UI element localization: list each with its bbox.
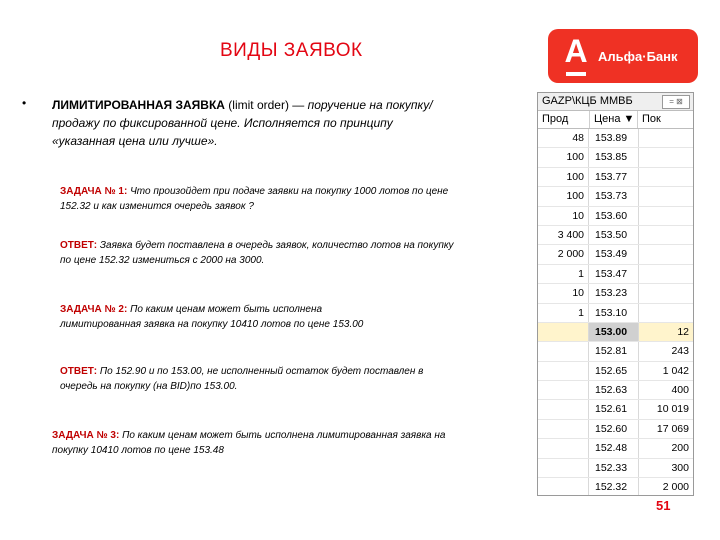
order-book-row[interactable] [538, 129, 693, 148]
logo-text: Альфа·Банк [598, 48, 678, 64]
sell-volume-cell: 10 [538, 284, 589, 302]
order-book-title-bar [538, 93, 693, 111]
order-book-row[interactable] [538, 439, 693, 458]
task-3-text: По каким ценам может быть исполнена лимитированная заявка на покупку 10410 лотов по цене 153.48 [52, 430, 446, 456]
column-header-buy[interactable]: Пок [642, 113, 661, 125]
intro-term: ЛИМИТИРОВАННАЯ ЗАЯВКА [52, 98, 225, 112]
order-book-row[interactable] [538, 148, 693, 167]
sell-volume-cell [538, 342, 589, 360]
sell-volume-cell: 48 [538, 129, 589, 147]
order-book-row[interactable] [538, 207, 693, 226]
buy-volume-cell: 1 042 [662, 364, 689, 377]
buy-volume-cell: 200 [671, 442, 689, 455]
alfa-logo-icon [560, 34, 592, 78]
buy-volume-cell [639, 148, 693, 166]
buy-volume-cell [639, 207, 693, 225]
task-2-label: ЗАДАЧА № 2: [60, 304, 131, 315]
price-cell: 153.77 [589, 168, 639, 186]
buy-volume-cell: 400 [671, 384, 689, 397]
order-book-row[interactable] [538, 381, 693, 400]
order-book-title: GAZP\КЦБ ММВБ [542, 95, 633, 107]
order-book-row[interactable] [538, 284, 693, 303]
price-cell: 153.23 [589, 284, 639, 302]
order-book-row[interactable] [538, 400, 693, 419]
sell-volume-cell: 100 [538, 148, 589, 166]
sell-volume-cell [538, 362, 589, 380]
answer-1-text: Заявка будет поставлена в очередь заявок, количество лотов на покупку по цене 152.32 измениться с 2000 на 3000. [60, 240, 454, 266]
answer-2-text: По 152.90 и по 153.00, не исполненный остаток будет поставлен в очередь на покупку (на BID)по 153.00. [60, 366, 424, 392]
slide-title: ВИДЫ ЗАЯВОК [220, 40, 363, 61]
price-cell: 152.32 [589, 478, 639, 496]
buy-volume-cell: 2 000 [662, 481, 689, 494]
task-1-label: ЗАДАЧА № 1: [60, 186, 131, 197]
task-1-text: Что произойдет при подаче заявки на покупку 1000 лотов по цене 152.32 и как изменится очередь заявок ? [60, 186, 449, 212]
sell-volume-cell [538, 420, 589, 438]
price-cell: 152.63 [589, 381, 639, 399]
order-book-header [538, 111, 693, 129]
order-book-row[interactable] [538, 342, 693, 361]
column-header-price[interactable]: Цена ▼ [590, 111, 638, 128]
price-cell: 153.49 [589, 245, 639, 263]
buy-volume-cell: 300 [671, 461, 689, 474]
price-cell: 153.60 [589, 207, 639, 225]
sell-volume-cell: 10 [538, 207, 589, 225]
buy-volume-cell [639, 245, 693, 263]
task-3-label: ЗАДАЧА № 3: [52, 430, 123, 441]
buy-volume-cell: 10 019 [656, 403, 689, 416]
answer-2-label: ОТВЕТ: [60, 366, 100, 377]
order-book-row[interactable] [538, 168, 693, 187]
sell-volume-cell: 3 400 [538, 226, 589, 244]
task-1 [60, 184, 460, 214]
price-cell: 152.60 [589, 420, 639, 438]
order-book-row[interactable] [538, 323, 693, 342]
order-book-row[interactable] [538, 265, 693, 284]
price-cell: 153.73 [589, 187, 639, 205]
order-book-row[interactable] [538, 226, 693, 245]
answer-2 [60, 364, 440, 394]
buy-volume-cell [639, 129, 693, 147]
sell-volume-cell [538, 323, 589, 341]
buy-volume-cell [639, 265, 693, 283]
price-cell: 152.33 [589, 459, 639, 477]
buy-volume-cell [639, 226, 693, 244]
alfa-bank-logo [548, 29, 698, 83]
sell-volume-cell: 100 [538, 187, 589, 205]
sell-volume-cell [538, 439, 589, 457]
sell-volume-cell [538, 400, 589, 418]
order-book-row[interactable] [538, 459, 693, 478]
buy-volume-cell: 17 069 [656, 422, 689, 435]
logo-letter: А [564, 33, 588, 69]
page-number: 51 [656, 498, 671, 513]
order-book-row[interactable] [538, 245, 693, 264]
price-cell: 152.81 [589, 342, 639, 360]
buy-volume-cell [639, 187, 693, 205]
price-cell: 153.47 [589, 265, 639, 283]
order-book-window [537, 92, 694, 496]
sell-volume-cell: 100 [538, 168, 589, 186]
order-book-row[interactable] [538, 478, 693, 496]
buy-volume-cell [639, 284, 693, 302]
order-book-body [538, 129, 693, 496]
buy-volume-cell [639, 168, 693, 186]
intro-term-en: (limit order) — [224, 98, 308, 112]
price-cell: 153.50 [589, 226, 639, 244]
price-cell: 152.48 [589, 439, 639, 457]
intro-definition: поручение на покупку/продажу по фиксированной цене. Исполняется по принципу «указанная цена или лучше». [52, 98, 433, 148]
sell-volume-cell [538, 478, 589, 496]
sell-volume-cell [538, 459, 589, 477]
intro-paragraph [52, 96, 452, 150]
sell-volume-cell: 2 000 [538, 245, 589, 263]
sell-volume-cell: 1 [538, 304, 589, 322]
window-controls-icon[interactable]: = ⊠ [662, 95, 690, 109]
buy-volume-cell: 12 [677, 325, 689, 338]
task-2-text: По каким ценам может быть исполнена лимитированная заявка на покупку 10410 лотов по цене 153.00 [60, 304, 364, 330]
order-book-row[interactable] [538, 362, 693, 381]
buy-volume-cell: 243 [671, 345, 689, 358]
price-cell: 153.89 [589, 129, 639, 147]
price-cell: 152.61 [589, 400, 639, 418]
task-2 [60, 302, 400, 332]
order-book-row[interactable] [538, 420, 693, 439]
order-book-row[interactable] [538, 304, 693, 323]
task-3 [52, 428, 482, 458]
column-header-sell[interactable]: Прод [538, 111, 590, 128]
bullet-icon: • [22, 96, 27, 110]
price-cell: 153.00 [589, 323, 639, 341]
price-cell: 153.85 [589, 148, 639, 166]
answer-1-label: ОТВЕТ: [60, 240, 100, 251]
order-book-row[interactable] [538, 187, 693, 206]
sell-volume-cell [538, 381, 589, 399]
sell-volume-cell: 1 [538, 265, 589, 283]
logo-underline [566, 72, 586, 76]
buy-volume-cell [639, 304, 693, 322]
price-cell: 152.65 [589, 362, 639, 380]
answer-1 [60, 238, 460, 268]
price-cell: 153.10 [589, 304, 639, 322]
